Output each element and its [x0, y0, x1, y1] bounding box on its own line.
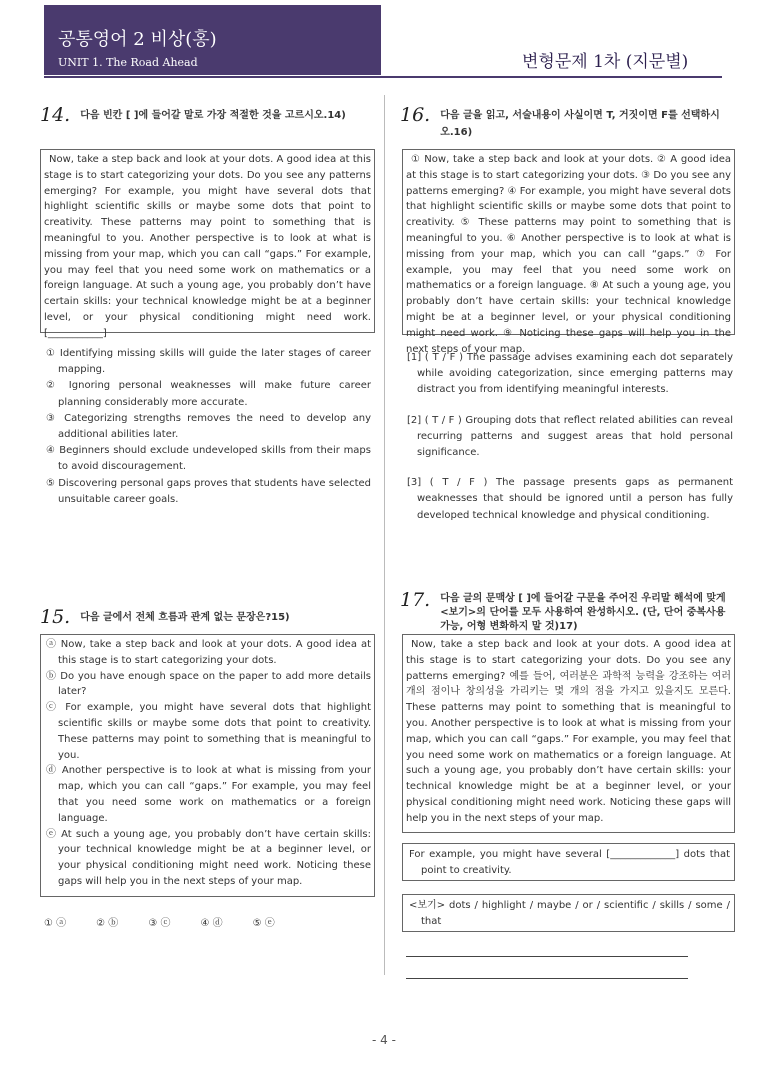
question-16-statements	[405, 350, 733, 524]
answer-option-4[interactable]: ④ ⓓ	[200, 918, 223, 929]
question-17-header	[400, 590, 735, 634]
answer-option-1[interactable]: ① ⓐ	[44, 918, 67, 929]
question-prompt: 다음 글에서 전체 흐름과 관계 없는 문장은?15)	[80, 612, 290, 623]
question-14-passage	[40, 149, 375, 339]
question-15-header	[40, 607, 375, 627]
choice-2[interactable]: ② Ignoring personal weaknesses will make future career planning considerably more accurate.	[46, 380, 371, 408]
target-sentence: For example, you might have several [_____________] dots that point to creativity.	[409, 849, 730, 876]
question-16-passage	[402, 149, 735, 355]
question-number: 17.	[400, 589, 431, 611]
sentence-a: ⓐ Now, take a step back and look at your dots. A good idea at this stage is to start categorizing your dots.	[46, 639, 371, 666]
column-divider	[384, 95, 385, 975]
textbook-title: 공통영어 2 비상(홍)	[58, 29, 217, 50]
answer-line-1[interactable]	[406, 956, 688, 957]
question-prompt: 다음 글을 읽고, 서술내용이 사실이면 T, 거짓이면 F를 선택하시오.16)	[440, 110, 720, 138]
header-rule	[44, 76, 722, 78]
bogi-words: <보기> dots / highlight / maybe / or / scientific / skills / some / that	[409, 900, 730, 927]
passage-text: ① Now, take a step back and look at your dots. ② A good idea at this stage is to start categorizing your dots. ③ Do you see any patterns emerging? ④ For example, you might have several dots that highlight scientific skills or maybe some dots that point to creativity. ⑤ These patterns may point to something that is meaningful to you. ⑥ Another perspective is to look at what is missing from your map, which you can call “gaps.” ⑦ For example, you may feel that you need some work on mathematics or a foreign language. ⑧ At such a young age, you probably don’t have certain skills: your technical knowledge might be at a beginner level, or your physical conditioning might need work. ⑨ Noticing these gaps will help you in the next steps of your map.	[406, 154, 731, 355]
passage-text: Now, take a step back and look at your dots. A good idea at this stage is to start categorizing your dots. Do you see any patterns emerging? 예를 들어, 여러분은 과학적 능력을 강조하는 여러 개의 점이나 창의성을 가리키는 몇 개의 점을 가지고 있을지도 모른다. These patterns may point to something that is meaningful to you. Another perspective is to look at what is missing from your map, which you can call “gaps.” For example, you may feel that you need some work on mathematics or a foreign language. At such a young age, you probably don’t have certain skills: your technical knowledge might be at a beginner level, or your physical conditioning might need work. Noticing these gaps will help you in the next steps of your map.	[406, 639, 731, 824]
answer-option-2[interactable]: ② ⓑ	[96, 918, 119, 929]
answer-line-2[interactable]	[406, 978, 688, 979]
question-number: 15.	[40, 606, 71, 628]
answer-option-3[interactable]: ③ ⓒ	[148, 918, 171, 929]
tf-statement-2[interactable]: [2] ( T / F ) Grouping dots that reflect related abilities can reveal recurring patterns and suggest areas that hold personal significance.	[407, 414, 733, 459]
page-number: - 4 -	[372, 1033, 396, 1047]
question-15-passage	[40, 634, 375, 897]
choice-5[interactable]: ⑤ Discovering personal gaps proves that students have selected unsuitable career goals.	[46, 477, 371, 505]
choice-3[interactable]: ③ Categorizing strengths removes the need to develop any additional abilities later.	[46, 412, 371, 441]
worksheet-title: 변형문제 1차 (지문별)	[522, 52, 689, 72]
tf-statement-3[interactable]: [3] ( T / F ) The passage presents gaps as permanent weaknesses that should be ignored until a person has fully developed technical knowledge and physical conditioning.	[407, 477, 733, 521]
question-15-answers	[44, 914, 305, 929]
question-number: 14.	[40, 104, 71, 126]
answer-option-5[interactable]: ⑤ ⓔ	[252, 918, 275, 929]
header-banner	[44, 5, 381, 75]
question-16-header	[400, 105, 735, 141]
sentence-e: ⓔ At such a young age, you probably don’t have certain skills: your technical knowledge might be at a beginner level, or your physical conditioning might need work. Noticing these gaps will help you in the next steps of your map.	[46, 828, 371, 887]
bogi-box	[402, 894, 735, 932]
sentence-d: ⓓ Another perspective is to look at what is missing from your map, which you can call “gaps.” For example, you may feel that you need some work on mathematics or a foreign language.	[46, 765, 371, 824]
question-prompt: 다음 글의 문맥상 [ ]에 들어갈 구문을 주어진 우리말 해석에 맞게 <보기>의 단어를 모두 사용하여 완성하시오. (단, 단어 중복사용 가능, 어형 변화하지 말 것)17)	[440, 593, 726, 632]
question-14-choices	[42, 346, 371, 508]
sentence-b: ⓑ Do you have enough space on the paper to add more details later?	[46, 670, 371, 698]
choice-1[interactable]: ① Identifying missing skills will guide the later stages of career mapping.	[46, 348, 371, 376]
question-number: 16.	[400, 104, 431, 126]
passage-text: Now, take a step back and look at your dots. A good idea at this stage is to start categorizing your dots. Do you see any patterns emerging? For example, you might have several dots that highlight scientific skills or maybe some dots that point to creativity. These patterns may point to something that is meaningful to you. Another perspective is to look at what is missing from your map, which you can call “gaps.” For example, you may feel that you need some work on mathematics or a foreign language. At such a young age, you probably don’t have certain skills: your technical knowledge might be at a beginner level, or your physical conditioning might need work. [___________]	[44, 154, 371, 339]
tf-statement-1[interactable]: [1] ( T / F ) The passage advises examining each dot separately while avoiding categorization, since emerging patterns may distract you from identifying meaningful interests.	[407, 352, 733, 396]
question-17-sentence-box	[402, 843, 735, 881]
unit-title: UNIT 1. The Road Ahead	[58, 56, 198, 69]
sentence-c: ⓒ For example, you might have several dots that highlight scientific skills or maybe some dots that point to creativity. These patterns may point to something that is meaningful to you.	[46, 702, 371, 761]
question-prompt: 다음 빈칸 [ ]에 들어갈 말로 가장 적절한 것을 고르시오.14)	[80, 110, 346, 121]
question-17-passage	[402, 634, 735, 833]
choice-4[interactable]: ④ Beginners should exclude undeveloped skills from their maps to avoid discouragement.	[46, 445, 371, 473]
question-14-header	[40, 105, 375, 125]
